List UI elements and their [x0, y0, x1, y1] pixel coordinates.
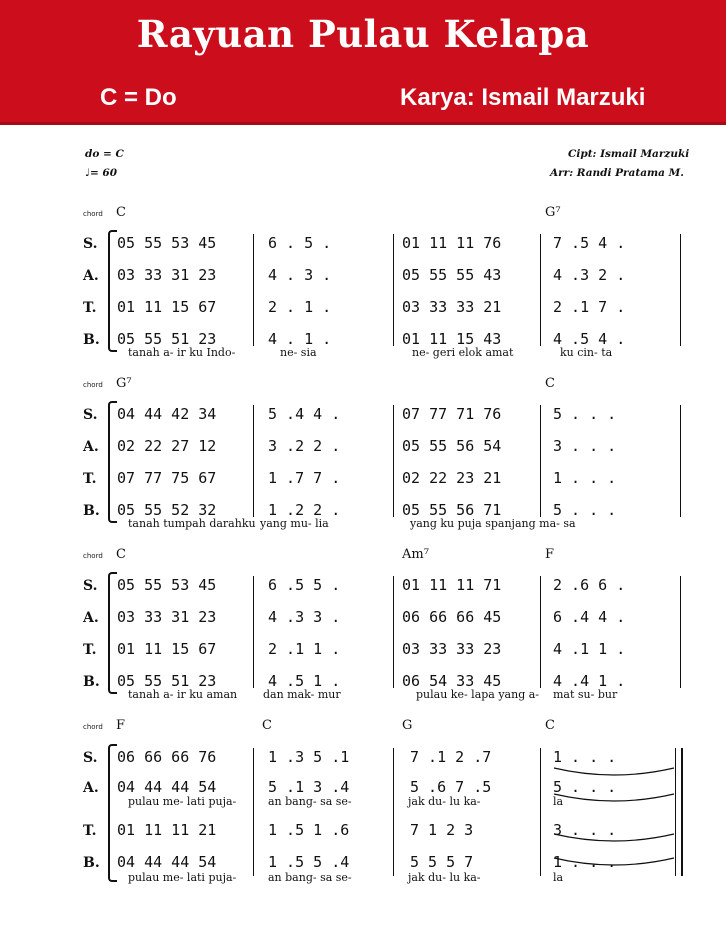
note-group: 5 .1 3 .4 [268, 778, 350, 796]
chord-symbol: F [545, 547, 555, 562]
note-group: 3 . . . [553, 821, 617, 839]
note-group: 5 . . . [553, 778, 617, 796]
note-group: 06 66 66 76 [117, 748, 217, 766]
note-group: 03 33 31 23 [117, 266, 217, 284]
lyric-line: mat su- bur [553, 688, 618, 701]
note-group: 1 .7 7 . [268, 469, 341, 487]
system-brace [108, 230, 117, 352]
system-brace [108, 744, 117, 882]
note-group: 6 .5 5 . [268, 576, 341, 594]
lyric-line: pulau me- lati puja- [128, 795, 237, 808]
note-group: 01 11 15 43 [402, 330, 502, 348]
note-group: 1 .2 2 . [268, 501, 341, 519]
title-banner [0, 0, 726, 125]
note-group: 1 .5 1 .6 [268, 821, 350, 839]
bar-line [393, 576, 394, 688]
note-group: 3 . . . [553, 437, 617, 455]
lyric-line: la [553, 871, 564, 884]
note-group: 4 .4 1 . [553, 672, 626, 690]
voice-label-soprano: S. [83, 407, 98, 423]
note-group: 01 11 11 76 [402, 234, 502, 252]
note-group: 1 . . . [553, 469, 617, 487]
note-group: 05 55 51 23 [117, 330, 217, 348]
note-group: 01 11 11 71 [402, 576, 502, 594]
system-brace [108, 401, 117, 523]
note-group: 05 55 56 71 [402, 501, 502, 519]
chord-symbol: F [116, 718, 126, 733]
lyric-line: ne- sia [280, 346, 317, 359]
lyric-line: tanah a- ir ku aman [128, 688, 238, 701]
note-group: 7 1 2 3 [410, 821, 474, 839]
note-group: 7 .5 4 . [553, 234, 626, 252]
note-group: 2 .1 1 . [268, 640, 341, 658]
voice-label-bass: B. [83, 503, 100, 519]
voice-label-soprano: S. [83, 236, 98, 252]
cipt-label: Cipt: Ismail Marzuki [568, 148, 690, 160]
note-group: 6 . 5 . [268, 234, 332, 252]
voice-label-tenor: T. [83, 471, 97, 487]
bar-line [680, 405, 681, 517]
voice-label-bass: B. [83, 332, 100, 348]
note-group: 04 44 42 34 [117, 405, 217, 423]
note-group: 7 .1 2 .7 [410, 748, 492, 766]
note-group: 01 11 11 21 [117, 821, 217, 839]
note-group: 4 . 3 . [268, 266, 332, 284]
note-group: 6 .4 4 . [553, 608, 626, 626]
note-group: 2 .1 7 . [553, 298, 626, 316]
note-group: 4 . 1 . [268, 330, 332, 348]
note-group: 04 44 44 54 [117, 853, 217, 871]
bar-line [540, 234, 541, 346]
key-signature: C = Do [100, 84, 177, 111]
note-group: 05 55 56 54 [402, 437, 502, 455]
chord-symbol: G [402, 718, 413, 733]
chord-symbol: Am⁷ [402, 547, 429, 562]
bar-line [680, 576, 681, 688]
chord-symbol: C [116, 205, 126, 220]
note-group: 03 33 33 23 [402, 640, 502, 658]
lyric-line: yang ku puja spanjang ma- sa [410, 517, 576, 530]
note-group: 01 11 15 67 [117, 298, 217, 316]
chord-row-label: chord [83, 552, 103, 560]
lyric-line: ne- geri elok amat [412, 346, 514, 359]
voice-label-tenor: T. [83, 823, 97, 839]
note-group: 1 .3 5 .1 [268, 748, 350, 766]
system-brace [108, 572, 117, 694]
chord-row-label: chord [83, 723, 103, 731]
voice-label-tenor: T. [83, 642, 97, 658]
note-group: 05 55 52 32 [117, 501, 217, 519]
note-group: 03 33 31 23 [117, 608, 217, 626]
note-group: 04 44 44 54 [117, 778, 217, 796]
note-group: 4 .5 1 . [268, 672, 341, 690]
note-group: 4 .3 3 . [268, 608, 341, 626]
note-group: 5 . . . [553, 501, 617, 519]
chord-symbol: G⁷ [116, 376, 132, 391]
voice-label-soprano: S. [83, 578, 98, 594]
note-group: 2 . 1 . [268, 298, 332, 316]
note-group: 07 77 71 76 [402, 405, 502, 423]
note-group: 06 54 33 45 [402, 672, 502, 690]
arr-label: Arr: Randi Pratama M. [550, 167, 684, 179]
voice-label-tenor: T. [83, 300, 97, 316]
composer-credit: Karya: Ismail Marzuki [400, 84, 646, 111]
bar-line [253, 748, 254, 876]
note-group: 1 . . . [553, 853, 617, 871]
bar-line [393, 234, 394, 346]
final-bar-line [681, 748, 683, 876]
chord-symbol: C [116, 547, 126, 562]
chord-symbol: C [262, 718, 272, 733]
lyric-line: jak du- lu ka- [408, 871, 481, 884]
note-group: 07 77 75 67 [117, 469, 217, 487]
bar-line [393, 405, 394, 517]
chord-row-label: chord [83, 381, 103, 389]
note-group: 05 55 53 45 [117, 576, 217, 594]
voice-label-alto: A. [83, 610, 99, 626]
lyric-line: pulau me- lati puja- [128, 871, 237, 884]
lyric-line: an bang- sa se- [268, 795, 352, 808]
note-group: 4 .5 4 . [553, 330, 626, 348]
bar-line [393, 748, 394, 876]
lyric-line: tanah tumpah darahku [128, 517, 256, 530]
note-group: 4 .1 1 . [553, 640, 626, 658]
lyric-line: tanah a- ir ku Indo- [128, 346, 236, 359]
tempo-label: ♩= 60 [85, 167, 118, 179]
lyric-line: dan mak- mur [263, 688, 341, 701]
note-group: 4 .3 2 . [553, 266, 626, 284]
song-title: Rayuan Pulau Kelapa [136, 12, 590, 56]
do-label: do = C [85, 148, 124, 160]
note-group: 1 .5 5 .4 [268, 853, 350, 871]
lyric-line: la [553, 795, 564, 808]
voice-label-alto: A. [83, 439, 99, 455]
note-group: 03 33 33 21 [402, 298, 502, 316]
note-group: 1 . . . [553, 748, 617, 766]
lyric-line: ku cin- ta [560, 346, 613, 359]
bar-line [253, 234, 254, 346]
bar-line [540, 405, 541, 517]
note-group: 5 . . . [553, 405, 617, 423]
chord-symbol: C [545, 718, 555, 733]
voice-label-alto: A. [83, 268, 99, 284]
bar-line [680, 234, 681, 346]
voice-label-soprano: S. [83, 750, 98, 766]
lyric-line: an bang- sa se- [268, 871, 352, 884]
note-group: 2 .6 6 . [553, 576, 626, 594]
tie-arcs [550, 758, 680, 868]
lyric-line: yang mu- lia [260, 517, 329, 530]
note-group: 01 11 15 67 [117, 640, 217, 658]
note-group: 5 .6 7 .5 [410, 778, 492, 796]
note-group: 02 22 27 12 [117, 437, 217, 455]
note-group: 05 55 53 45 [117, 234, 217, 252]
voice-label-bass: B. [83, 674, 100, 690]
lyric-line: pulau ke- lapa yang a- [416, 688, 540, 701]
voice-label-alto: A. [83, 780, 99, 796]
note-group: 5 5 5 7 [410, 853, 474, 871]
lyric-line: jak du- lu ka- [408, 795, 481, 808]
bar-line [253, 576, 254, 688]
note-group: 05 55 55 43 [402, 266, 502, 284]
note-group: 3 .2 2 . [268, 437, 341, 455]
note-group: 05 55 51 23 [117, 672, 217, 690]
voice-label-bass: B. [83, 855, 100, 871]
bar-line [253, 405, 254, 517]
note-group: 06 66 66 45 [402, 608, 502, 626]
bar-line [540, 748, 541, 876]
chord-row-label: chord [83, 210, 103, 218]
chord-symbol: C [545, 376, 555, 391]
bar-line [540, 576, 541, 688]
note-group: 02 22 23 21 [402, 469, 502, 487]
note-group: 5 .4 4 . [268, 405, 341, 423]
chord-symbol: G⁷ [545, 205, 561, 220]
